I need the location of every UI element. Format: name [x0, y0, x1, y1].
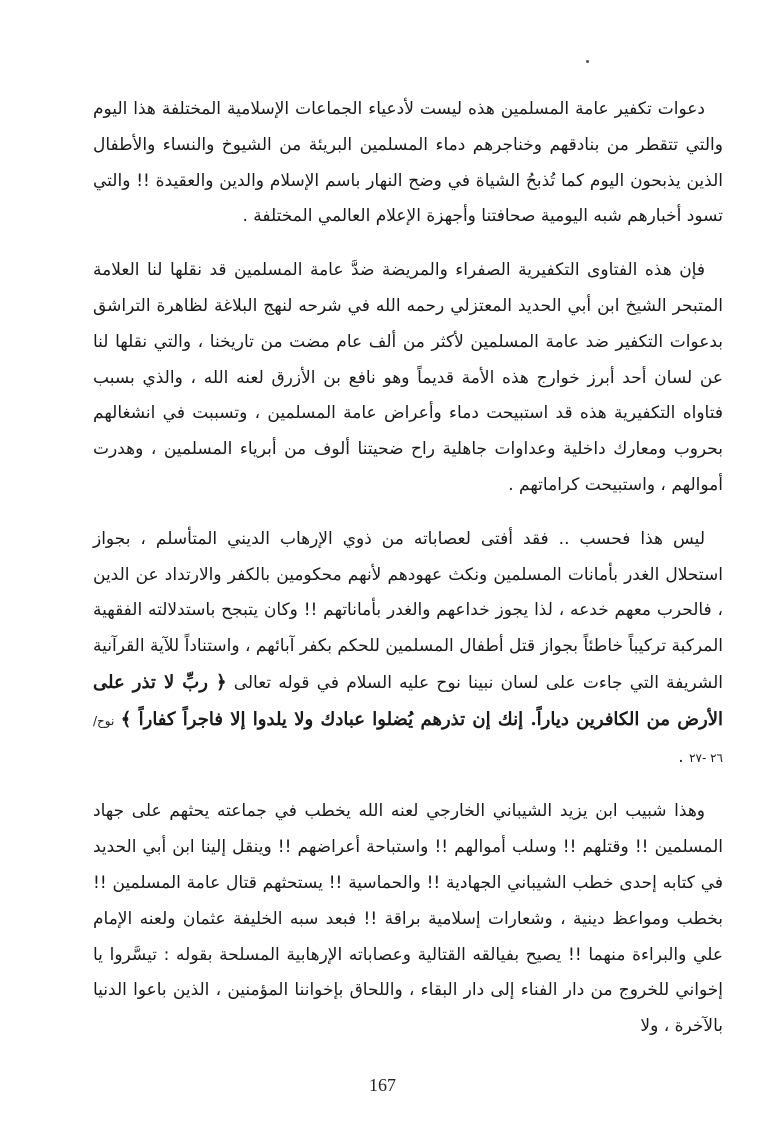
paragraph-2: فإن هذه الفتاوى التكفيرية الصفراء والمريضة ضدَّ عامة المسلمين قد نقلها لنا العلامة المتبحر الشيخ ابن أبي الحديد المعتزلي رحمه الله في شرحه لنهج البلاغة لظاهرة التراشق بدعوات التكفير ضد عامة المسلمين لأكثر من ألف عام مضت من تاريخنا ، والتي نقلها لنا عن لسان أحد أبرز خوارج هذه الأمة قديماً وهو نافع بن الأزرق لعنه الله ، والذي بسبب فتاواه التكفيرية هذه قد استبيحت دماء وأعراض عامة المسلمين ، وتسببت في انشغالهم بحروب ومعارك داخلية وعداوات جاهلية راح ضحيتنا ألوف من أبرياء المسلمين ، وهدرت أموالهم ، واستبيحت كراماتهم . — [93, 260, 723, 495]
paragraph-3-text: ليس هذا فحسب .. فقد أفتى لعصاباته من ذوي الإرهاب الديني المتأسلم ، بجواز استحلال الغدر بأمانات المسلمين ونكث عهودهم لأنهم محكومين بالكفر والارتداد عن الدين ، فالحرب معهم خدعه ، لذا يجوز خداعهم والغدر بأماناتهم !! وكان يتبجح باستدلالته الفقهية المركبة تركيباً خاطئاً بجواز قتل أطفال المسلمين للحكم بكفر آبائهم ، واستناداً للآية القرآنية الشريفة التي جاءت على لسان نبينا نوح عليه السلام في قوله تعالى — [93, 528, 723, 693]
verse-reference: نوح/ ٢٦ -٢٧ — [93, 713, 723, 765]
paragraph-3 — [93, 522, 723, 777]
paragraph-3-end: . — [678, 746, 684, 767]
body-text — [93, 92, 723, 1045]
scan-speck — [586, 60, 589, 63]
paragraph-1: دعوات تكفير عامة المسلمين هذه ليست لأدعياء الجماعات الإسلامية المختلفة هذا اليوم والتي تتقطر من بنادقهم وخناجرهم دماء المسلمين البريئة من الشيوخ والنساء والأطفال الذين يذبحون اليوم كما تُذبحُ الشياة في وضح النهار باسم الإسلام والدين والعقيدة !! والتي تسود أخبارهم شبه اليومية صحافتنا وأجهزة الإعلام العالمي المختلفة . — [93, 99, 723, 227]
quran-verse: ﴿ ربِّ لا تذر على الأرض من الكافرين دياراً. إنك إن تذرهم يُضلوا عبادك ولا يلدوا إلا فاجراً كفاراً ﴾ — [93, 671, 724, 730]
paragraph-4: وهذا شبيب ابن يزيد الشيباني الخارجي لعنه الله يخطب في جماعته يحثهم على جهاد المسلمين !! وقتلهم !! وسلب أموالهم !! واستباحة أعراضهم !! وينقل إلينا ابن أبي الحديد في كتابه إحدى خطب الشيباني الجهادية !! والحماسية !! يستحثهم قتال عامة المسلمين !! بخطب ومواعظ دينية ، وشعارات إسلامية براقة !! فبعد سبه الخليفة عثمان ولعنه الإمام علي والبراءة منهما !! يصيح بفيالقه القتالية وعصاباته الإرهابية المسلحة بقوله : تيسَّروا يا إخواني للخروج من دار الفناء إلى دار البقاء ، واللحاق بإخواننا المؤمنين ، الذين باعوا الدنيا بالآخرة ، ولا — [93, 801, 723, 1037]
page-number: 167 — [369, 1075, 396, 1095]
